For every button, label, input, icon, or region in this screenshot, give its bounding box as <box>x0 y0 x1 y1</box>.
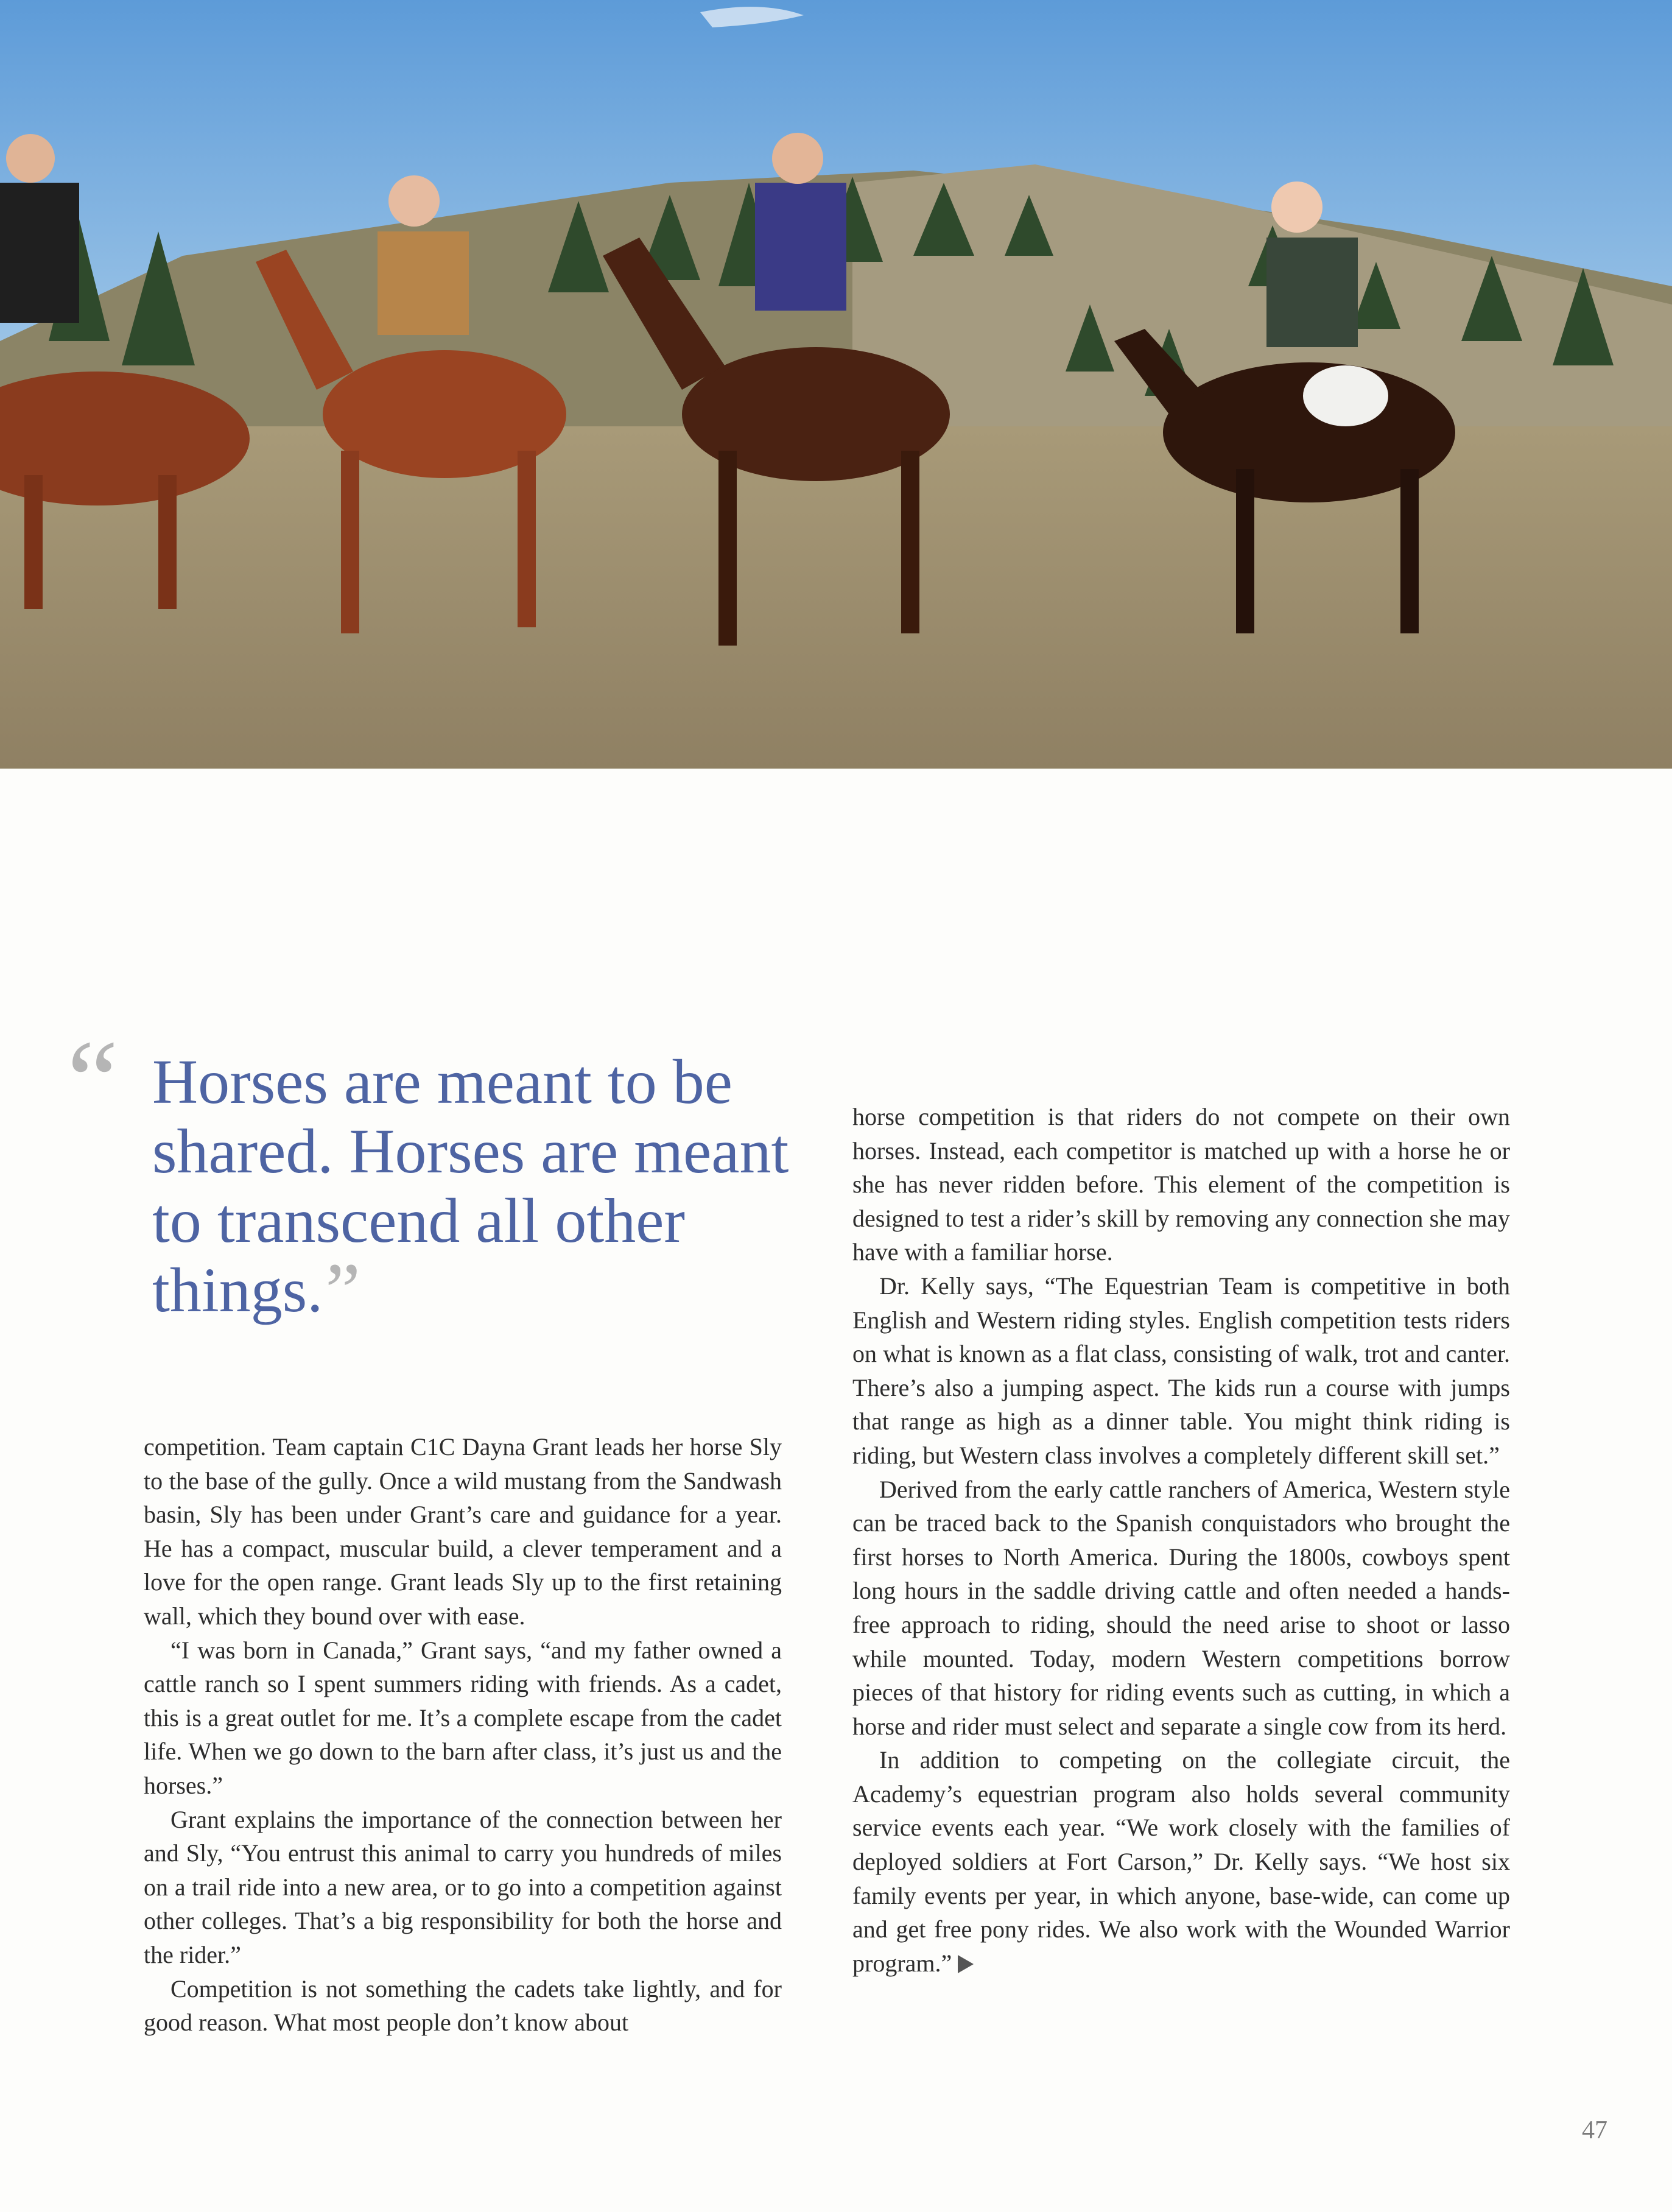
paragraph: In addition to competing on the collegiate circuit, the Academy’s equestrian program also holds several community service events each year. “We work closely with the families of deployed soldiers at Fort Carson,” Dr. Kelly says. “We host six family events per year, in which anyone, base-wide, can come up and get free pony rides. We also work with the Wounded Warrior program.” <box>852 1746 1510 1977</box>
paragraph: Competition is not something the cadets take lightly, and for good reason. What most people don’t know about <box>144 1974 782 2037</box>
paragraph: Dr. Kelly says, “The Equestrian Team is competitive in both English and Western riding styles. English competition tests riders on what is known as a flat class, consisting of walk, trot and canter. There’s also a jumping aspect. The kids run a course with jumps that range as high as a dinner table. You might think riding is riding, but Western class involves a completely different skill set.” <box>852 1272 1510 1469</box>
page-number: 47 <box>1582 2116 1607 2144</box>
paragraph: “I was born in Canada,” Grant says, “and my father owned a cattle ranch so I spent summers riding with friends. As a cadet, this is a great outlet for me. It’s a complete escape from the cadet life. When we go down to the barn after class, it’s just us and the horses.” <box>144 1636 782 1799</box>
paragraph: Grant explains the importance of the connection between her and Sly, “You entrust this animal to carry you hundreds of miles on a trail ride into a new area, or to go into a competition against other colleges. That’s a big responsibility for both the horse and the rider.” <box>144 1805 782 1968</box>
trail-ride-photo <box>0 0 1672 769</box>
paragraph: Derived from the early cattle ranchers of America, Western style can be traced back to the Spanish conquistadors who brought the first horses to North America. During the 1800s, cowboys spent long hours in the saddle driving cattle and often needed a hands-free approach to riding, should the need arise to shoot or lasso while mounted. Today, modern Western competitions borrow pieces of that history for riding events such as cutting, in which a horse and rider must select and separate a single cow from its herd. <box>852 1475 1510 1740</box>
left-column <box>144 1430 782 2040</box>
open-quote-mark: “ <box>67 1017 119 1145</box>
close-quote-mark: ” <box>325 1247 360 1335</box>
pull-quote-text: Horses are meant to be shared. Horses are meant to transcend all other things.” <box>152 1047 789 1335</box>
continue-arrow-icon <box>958 1955 974 1973</box>
right-column <box>852 1100 1510 1980</box>
paragraph: horse competition is that riders do not compete on their own horses. Instead, each competitor is matched up with a horse he or she has never ridden before. This element of the competition is designed to test a rider’s skill by removing any connection she may have with a familiar horse. <box>852 1103 1510 1266</box>
paragraph: competition. Team captain C1C Dayna Grant leads her horse Sly to the base of the gully. Once a wild mustang from the Sandwash basin, Sly has been under Grant’s care and guidance for a year. He has a compact, muscular build, a clever temperament and a love for the open range. Grant leads Sly up to the first retaining wall, which they bound over with ease. <box>144 1433 782 1630</box>
